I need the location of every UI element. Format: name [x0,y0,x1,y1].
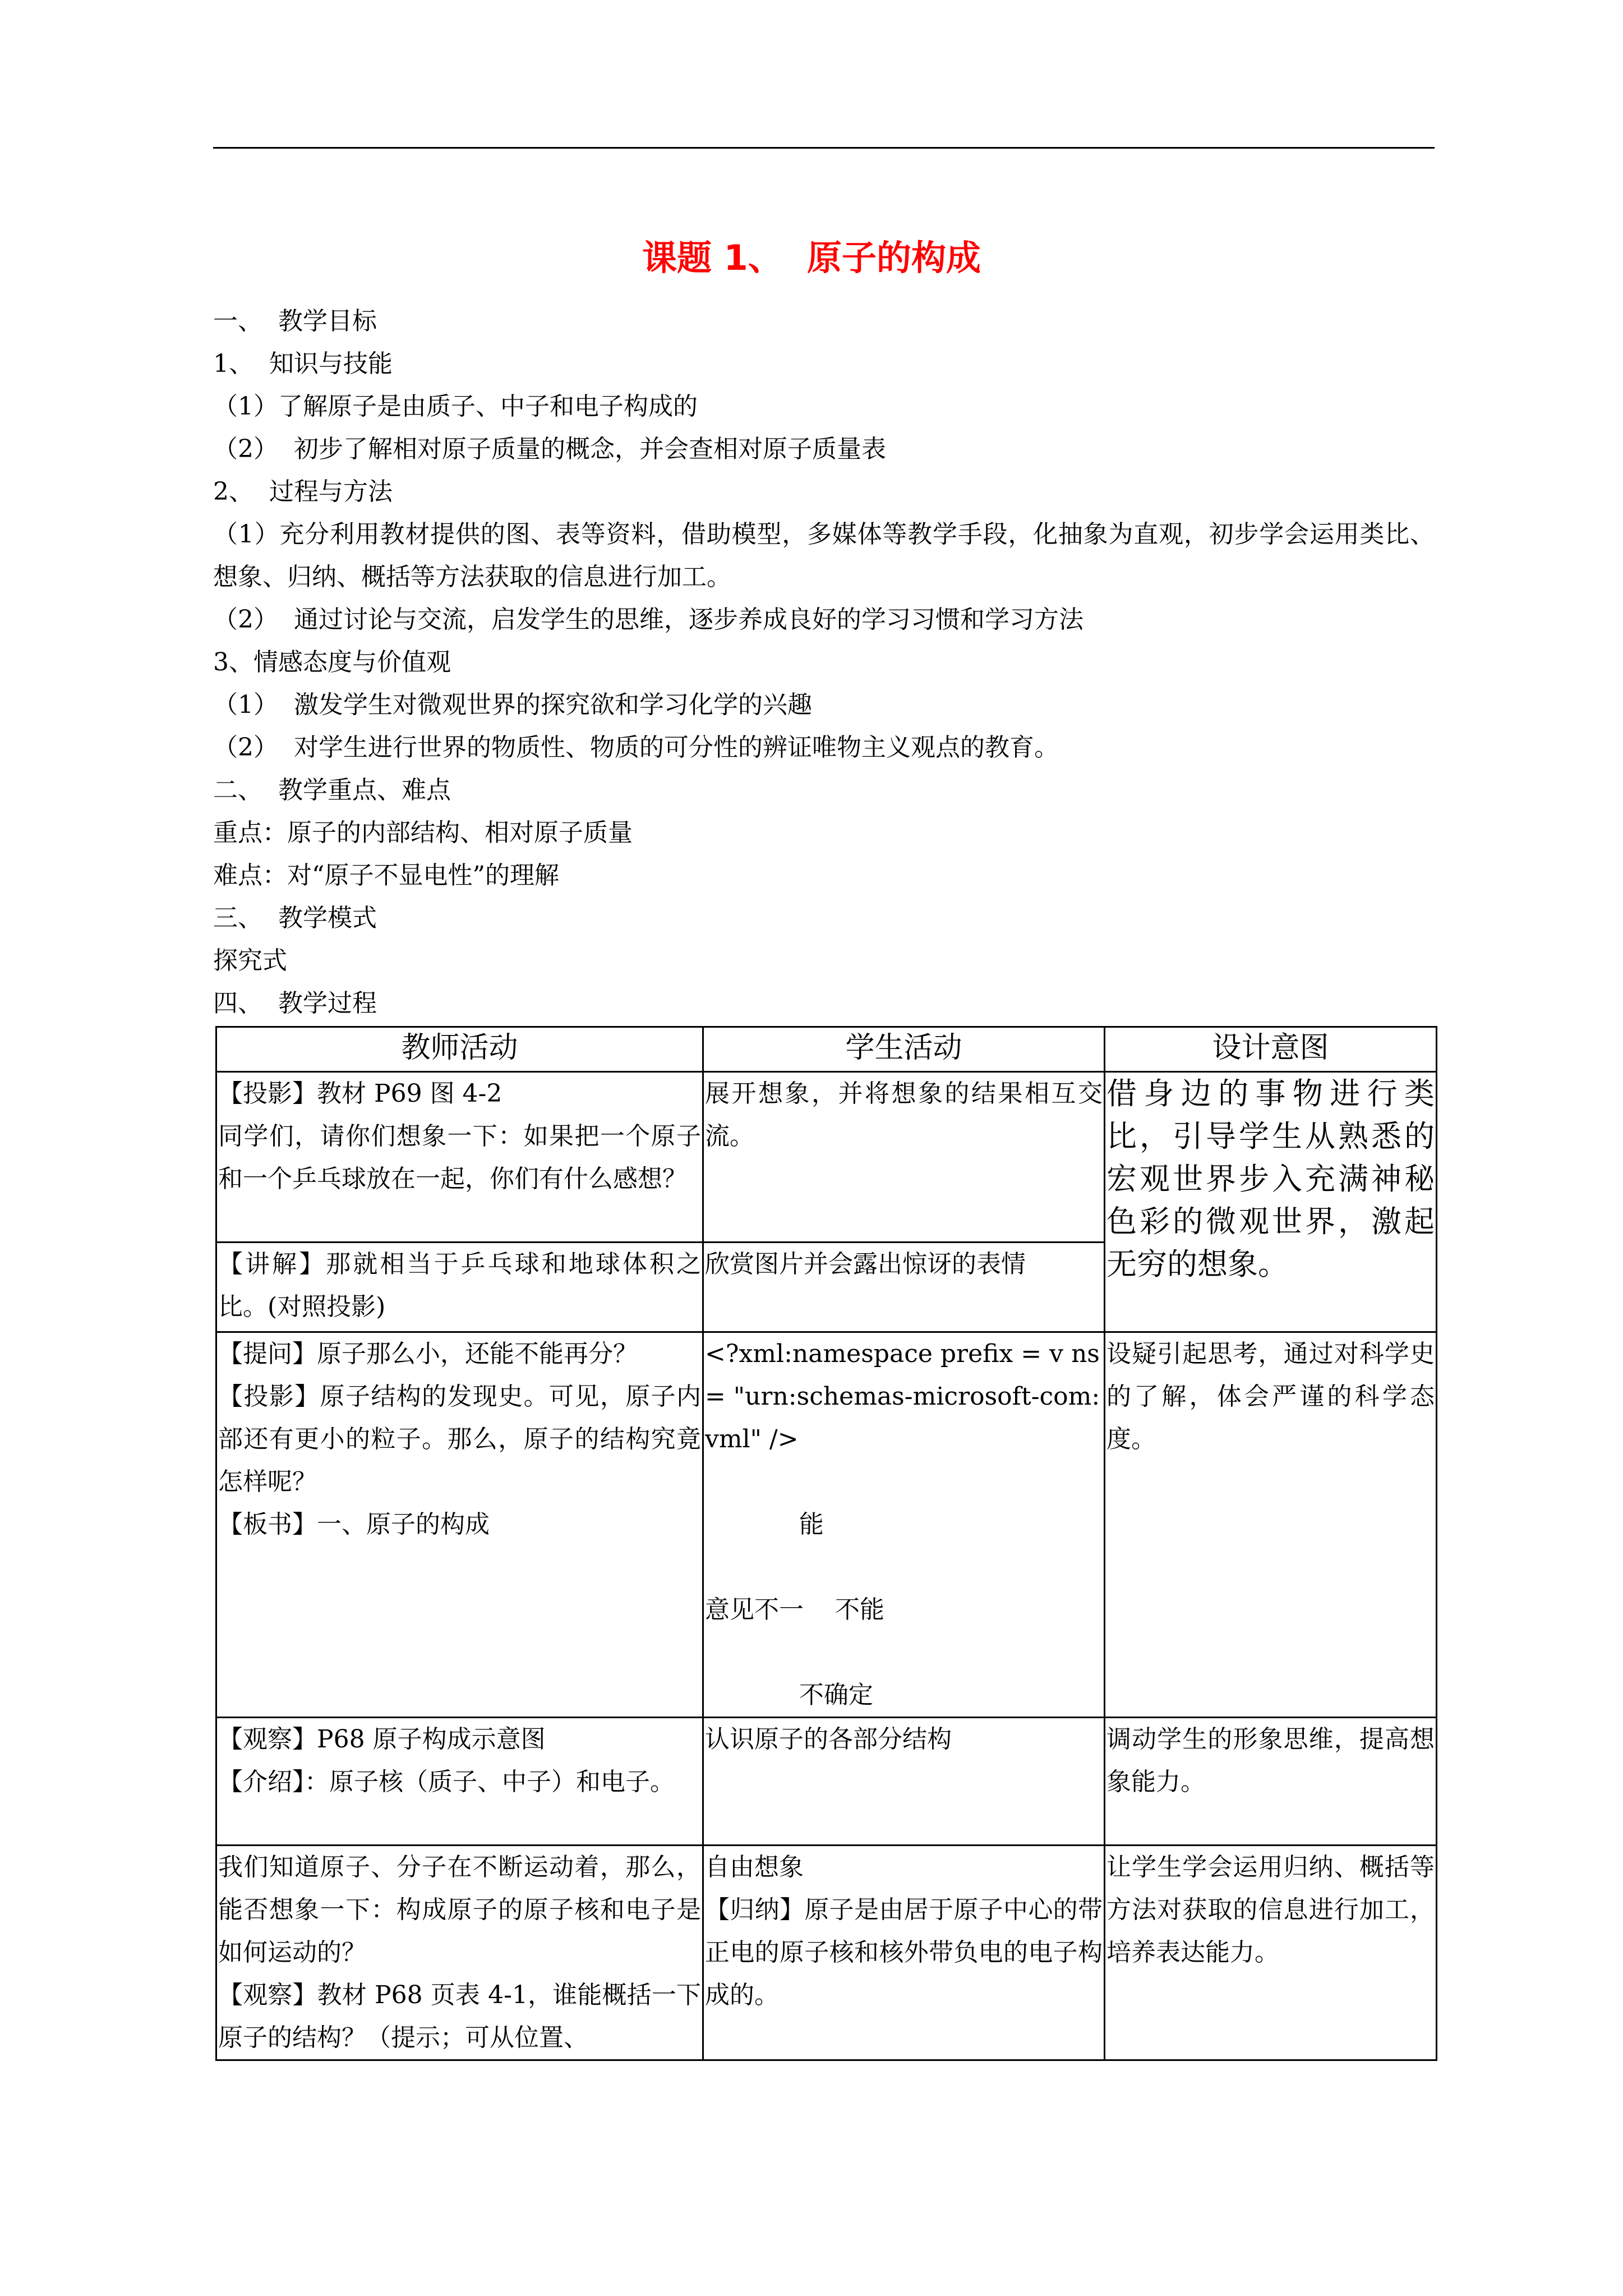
student-activity-cell: 认识原子的各部分结构 [703,1718,1105,1846]
objective-item: （1）充分利用教材提供的图、表等资料，借助模型，多媒体等教学手段，化抽象为直观，初步学会运用类比、想象、归纳、概括等方法获取的信息进行加工。 [213,520,1435,591]
difficult-point: 难点：对“原子不显电性”的理解 [213,861,559,890]
objective-item: （2） 通过讨论与交流，启发学生的思维，逐步养成良好的学习习惯和学习方法 [213,605,1083,634]
design-intent-cell: 让学生学会运用归纳、概括等方法对获取的信息进行加工，培养表达能力。 [1105,1846,1437,2060]
header-rule [213,147,1435,149]
design-intent-cell: 设疑引起思考，通过对科学史的了解，体会严谨的科学态度。 [1105,1332,1437,1718]
header-teacher-activity: 教师活动 [216,1027,703,1072]
section-heading-mode: 三、 教学模式 [213,904,377,932]
teacher-activity-cell: 【观察】P68 原子构成示意图 【介绍】：原子核（质子、中子）和电子。 [216,1718,703,1846]
header-design-intent: 设计意图 [1105,1027,1437,1072]
student-activity-cell: 欣赏图片并会露出惊讶的表情 [703,1243,1105,1332]
table-row [216,1332,1437,1718]
subheading-knowledge-skills: 1、 知识与技能 [213,349,393,378]
student-activity-cell: <?xml:namespace prefix = v ns = "urn:schemas-microsoft-com:vml" /> 能 意见不一 不能 不确定 [703,1332,1105,1718]
table-row [216,1072,1437,1243]
section-heading-key-points: 二、 教学重点、难点 [213,776,451,804]
objective-item: （1） 激发学生对微观世界的探究欲和学习化学的兴趣 [213,691,812,719]
subheading-attitudes-values: 3、情感态度与价值观 [213,648,451,677]
student-activity-cell: 展开想象，并将想象的结果相互交流。 [703,1072,1105,1243]
subheading-process-methods: 2、 过程与方法 [213,477,393,506]
objective-item: （2） 对学生进行世界的物质性、物质的可分性的辨证唯物主义观点的教育。 [213,733,1059,762]
teacher-activity-cell: 【提问】原子那么小，还能不能再分？ 【投影】原子结构的发现史。可见，原子内部还有更小的粒子。那么，原子的结构究竟怎样呢？ 【板书】一、原子的构成 [216,1332,703,1718]
design-intent-cell: 借身边的事物进行类比，引导学生从熟悉的宏观世界步入充满神秘色彩的微观世界，激起无穷的想象。 [1105,1072,1437,1332]
document-body [213,300,1435,1025]
design-intent-cell: 调动学生的形象思维，提高想象能力。 [1105,1718,1437,1846]
header-student-activity: 学生活动 [703,1027,1105,1072]
teacher-activity-cell: 【讲解】那就相当于乒乓球和地球体积之比。(对照投影) [216,1243,703,1332]
objective-item: （2） 初步了解相对原子质量的概念，并会查相对原子质量表 [213,435,886,463]
objective-item: （1）了解原子是由质子、中子和电子构成的 [213,392,698,421]
teacher-activity-cell: 【投影】教材 P69 图 4-2 同学们，请你们想象一下：如果把一个原子和一个乒乓球放在一起，你们有什么感想？ [216,1072,703,1243]
table-row [216,1718,1437,1846]
table-header-row [216,1027,1437,1072]
table-row [216,1846,1437,2060]
teacher-activity-cell: 我们知道原子、分子在不断运动着，那么，能否想象一下：构成原子的原子核和电子是如何运动的？ 【观察】教材 P68 页表 4-1，谁能概括一下原子的结构？（提示；可从位置、 [216,1846,703,2060]
key-point: 重点：原子的内部结构、相对原子质量 [213,818,633,847]
teaching-mode: 探究式 [213,946,287,975]
section-heading-objectives: 一、 教学目标 [213,307,377,335]
section-heading-process: 四、 教学过程 [213,989,377,1018]
document-title: 课题 1、 原子的构成 [642,237,981,278]
lesson-process-table [215,1026,1437,2061]
student-activity-cell: 自由想象 【归纳】原子是由居于原子中心的带正电的原子核和核外带负电的电子构成的。 [703,1846,1105,2060]
